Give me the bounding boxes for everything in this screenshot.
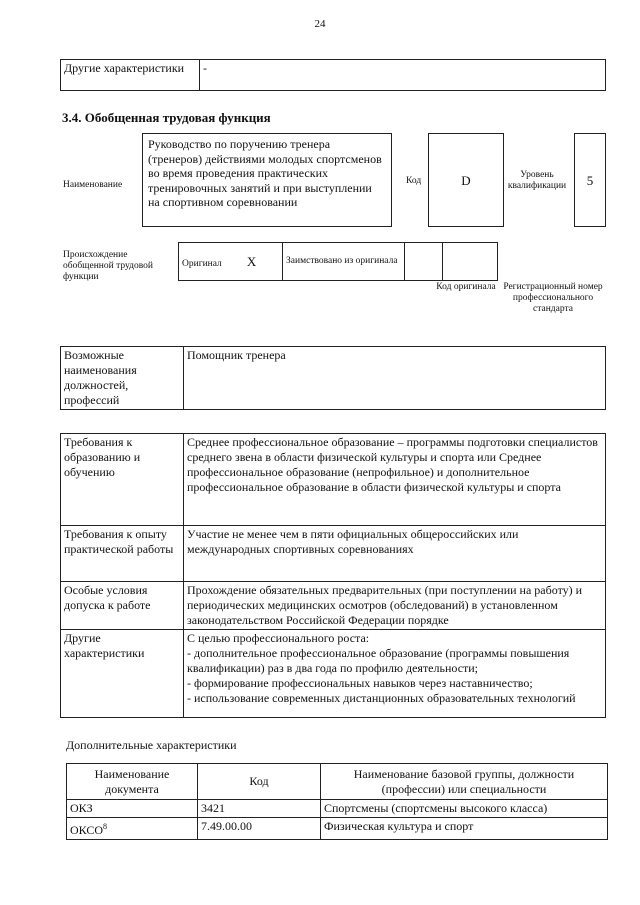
additional-title: Дополнительные характеристики: [66, 738, 237, 752]
positions-value: Помощник тренера: [184, 347, 606, 410]
requirement-line: - использование современных дистанционных образовательных технологий: [187, 691, 576, 705]
page-number: 24: [314, 18, 326, 30]
origin-code-cell: [404, 243, 443, 281]
code-original-caption: Код оригинала: [436, 282, 496, 292]
function-code-box: [428, 133, 504, 227]
original-label: Оригинал: [182, 258, 222, 269]
origin-original-cell: [179, 243, 283, 281]
header-code: Код: [198, 764, 321, 800]
requirement-value: Прохождение обязательных предварительных (при поступлении на работу) и периодических медицинских осмотров (обследований) в установленном законодательством Российской Федерации порядке: [184, 582, 606, 630]
requirement-line: С целью профессионального роста:: [187, 631, 370, 645]
additional-table: [66, 763, 608, 840]
requirement-line: - формирование профессиональных навыков через наставничество;: [187, 676, 533, 690]
requirement-label: Требования к образованию и обучению: [61, 434, 184, 526]
row-code: 3421: [198, 800, 321, 818]
footnote-marker: 8: [103, 822, 108, 831]
row-name: Физическая культура и спорт: [321, 818, 608, 840]
row-document-name: ОКЗ: [70, 801, 93, 815]
row-document: [67, 818, 198, 840]
origin-label: Происхождение обобщенной трудовой функции: [63, 250, 153, 282]
origin-table: [178, 242, 498, 281]
row-document: [67, 800, 198, 818]
requirement-value: Участие не менее чем в пяти официальных общероссийских или международных спортивных соревнованиях: [184, 526, 606, 582]
function-code-value: D: [461, 173, 471, 188]
positions-table: [60, 346, 606, 410]
function-code-label: Код: [406, 176, 422, 186]
top-characteristics-table: [60, 59, 606, 91]
requirement-label: Требования к опыту практической работы: [61, 526, 184, 582]
top-characteristics-label: Другие характеристики: [61, 60, 200, 91]
requirement-value: Среднее профессиональное образование – программы подготовки специалистов среднего звена в области физической культуры и спорта или Среднее профессиональное образование (непрофильное) и дополнительное профессиональное образование в области физической культуры и спорта: [184, 434, 606, 526]
function-name-value: Руководство по поручению тренера (тренеров) действиями молодых спортсменов во время проведения практических тренировочных занятий и при выступлении на спортивном соревновании: [148, 137, 382, 209]
borrowed-label: Заимствовано из оригинала: [283, 243, 405, 281]
requirement-label: Другие характеристики: [61, 630, 184, 718]
level-box: [574, 133, 606, 227]
header-group-name: Наименование базовой группы, должности (профессии) или специальности: [321, 764, 608, 800]
row-code: 7.49.00.00: [198, 818, 321, 840]
function-name-label: Наименование: [63, 180, 123, 190]
header-document: Наименование документа: [67, 764, 198, 800]
original-mark: X: [246, 253, 257, 269]
origin-reg-cell: [443, 243, 498, 281]
requirement-line: - дополнительное профессиональное образование (программы повышения квалификации) раз в два года по профилю деятельности;: [187, 646, 570, 675]
requirement-label: Особые условия допуска к работе: [61, 582, 184, 630]
row-document-name: ОКСО: [70, 823, 104, 837]
row-name: Спортсмены (спортсмены высокого класса): [321, 800, 608, 818]
section-title: 3.4. Обобщенная трудовая функция: [62, 110, 271, 125]
positions-label: Возможные наименования должностей, профессий: [61, 347, 184, 410]
level-label: Уровень квалификации: [507, 170, 567, 191]
level-value: 5: [586, 173, 594, 188]
requirement-value: [184, 630, 606, 718]
requirements-table: [60, 433, 606, 718]
top-characteristics-value: -: [200, 60, 606, 91]
reg-number-caption: Регистрационный номер профессионального стандарта: [503, 282, 603, 314]
function-name-box: [142, 133, 392, 227]
